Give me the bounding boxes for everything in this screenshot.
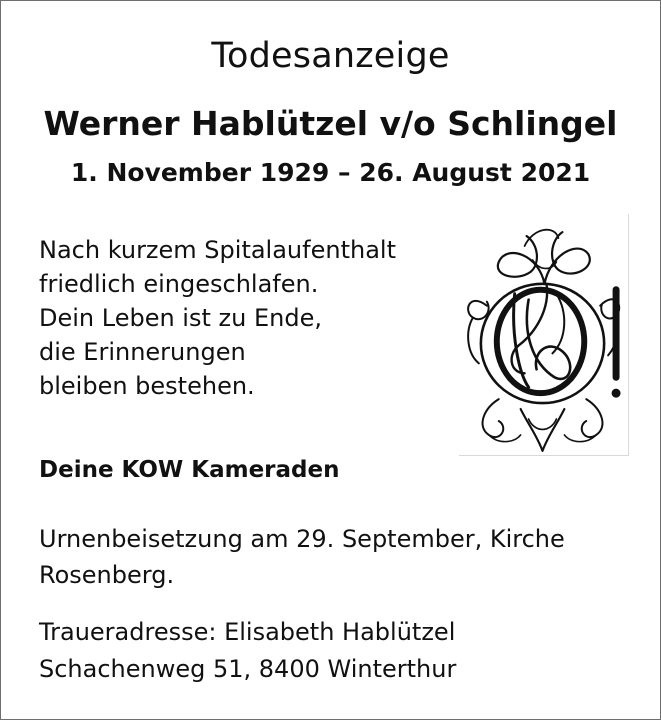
life-dates: 1. November 1929 – 26. August 2021 <box>70 158 591 187</box>
burial-info <box>39 521 639 593</box>
burial-line: Rosenberg. <box>39 561 175 589</box>
notice-title: Todesanzeige <box>211 36 450 76</box>
poem-line: Dein Leben ist zu Ende, <box>39 304 322 332</box>
poem-line: bleiben bestehen. <box>39 372 255 400</box>
address-line: Traueradresse: Elisabeth Hablützel <box>39 618 456 646</box>
deceased-name: Werner Hablützel v/o Schlingel <box>43 104 618 143</box>
fraternity-circle-monogram-icon <box>459 214 629 456</box>
poem-line: Nach kurzem Spitalaufenthalt <box>39 236 396 264</box>
mourning-address <box>39 614 639 688</box>
burial-line: Urnenbeisetzung am 29. September, Kirche <box>39 525 565 553</box>
poem-block <box>39 233 459 403</box>
address-line: Schachenweg 51, 8400 Winterthur <box>39 655 457 683</box>
signoff: Deine KOW Kameraden <box>39 457 340 483</box>
poem-line: friedlich eingeschlafen. <box>39 270 319 298</box>
poem-line: die Erinnerungen <box>39 338 246 366</box>
